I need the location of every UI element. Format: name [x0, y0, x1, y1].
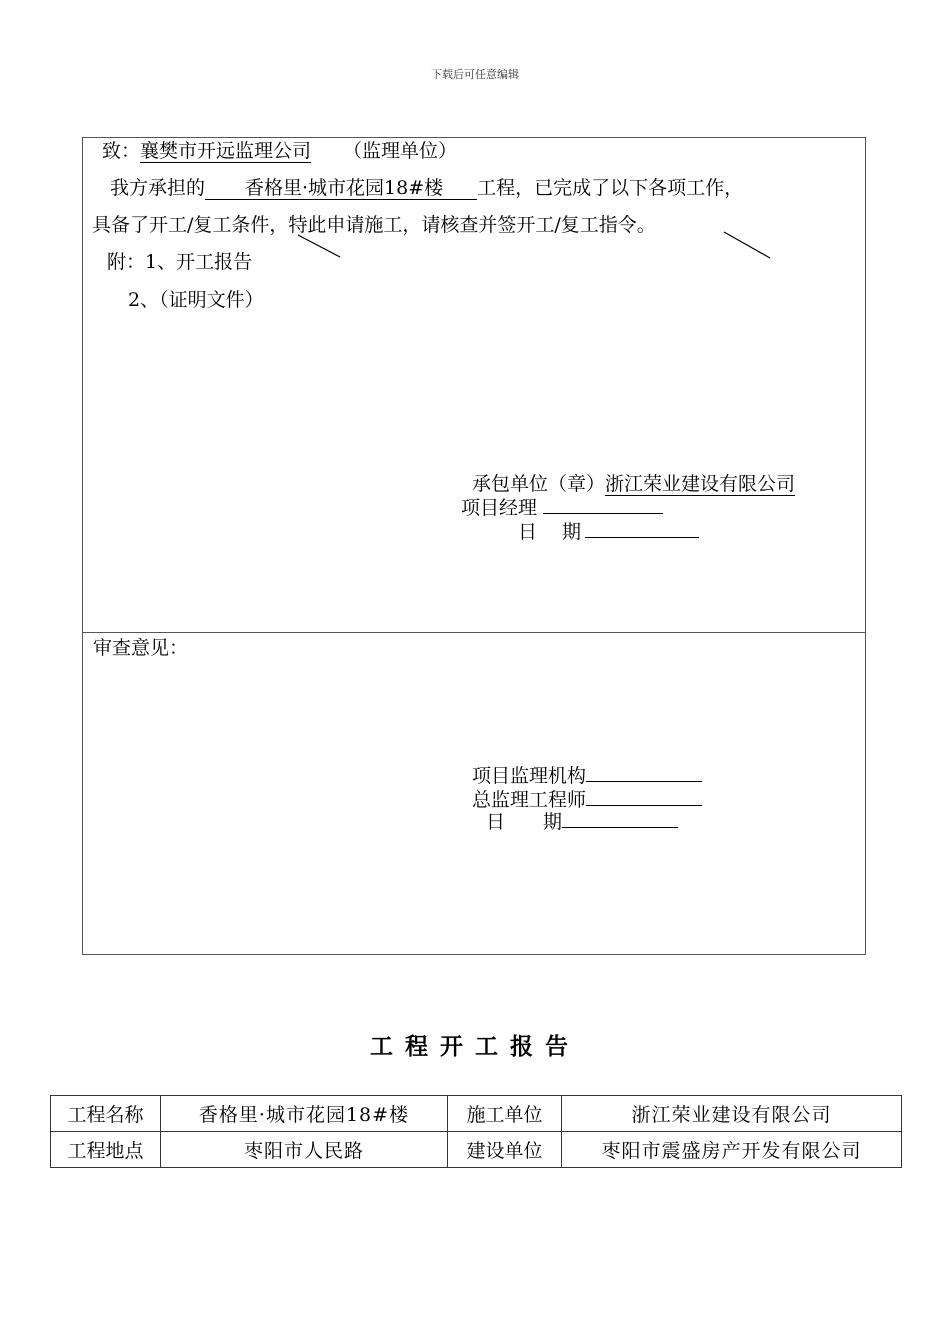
report-title: 工程开工报告	[370, 1033, 580, 1060]
report-info-table	[50, 1095, 902, 1168]
label-project-location: 工程地点	[51, 1132, 161, 1168]
pen-stroke-left	[298, 235, 340, 257]
value-construction-unit: 浙江荣业建设有限公司	[562, 1096, 902, 1132]
pen-stroke-right	[724, 232, 770, 258]
agency-line	[472, 761, 702, 788]
application-date-label: 日 期	[518, 521, 582, 543]
to-prefix: 致：	[102, 140, 141, 162]
contractor-label: 承包单位（章）	[472, 473, 606, 495]
chief-signature-blank	[586, 786, 702, 806]
label-developer-unit: 建设单位	[448, 1132, 562, 1168]
value-developer-unit: 枣阳市震盛房产开发有限公司	[562, 1132, 902, 1168]
line1-prefix: 我方承担的	[110, 177, 206, 199]
intro-line-2: 具备了开工/复工条件，特此申请施工，请核查并签开工/复工指令。	[92, 214, 656, 236]
agency-signature-blank	[586, 762, 702, 782]
review-date-label: 日 期	[486, 811, 563, 833]
table-row	[51, 1132, 902, 1168]
supervisor-name: 襄樊市开远监理公司	[140, 140, 312, 162]
header-note: 下载后可任意编辑	[431, 68, 519, 81]
review-date-blank	[562, 808, 678, 828]
review-heading: 审查意见：	[93, 637, 189, 659]
agency-label: 项目监理机构	[472, 765, 587, 787]
value-project-location: 枣阳市人民路	[161, 1132, 448, 1168]
supervisor-suffix: （监理单位）	[343, 140, 458, 162]
manager-label: 项目经理	[461, 497, 538, 519]
attachment-1: 附：1、开工报告	[107, 251, 253, 273]
review-date-line	[486, 807, 678, 834]
table-row	[51, 1096, 902, 1132]
value-project-name: 香格里·城市花园18#楼	[161, 1096, 448, 1132]
line1-suffix: 工程，已完成了以下各项工作，	[477, 177, 744, 199]
label-project-name: 工程名称	[51, 1096, 161, 1132]
project-name: 香格里·城市花园18#楼	[245, 177, 444, 199]
contractor-name: 浙江荣业建设有限公司	[605, 473, 796, 495]
label-construction-unit: 施工单位	[448, 1096, 562, 1132]
attachment-2: 2、（证明文件）	[128, 289, 264, 311]
chief-label: 总监理工程师	[472, 789, 587, 811]
